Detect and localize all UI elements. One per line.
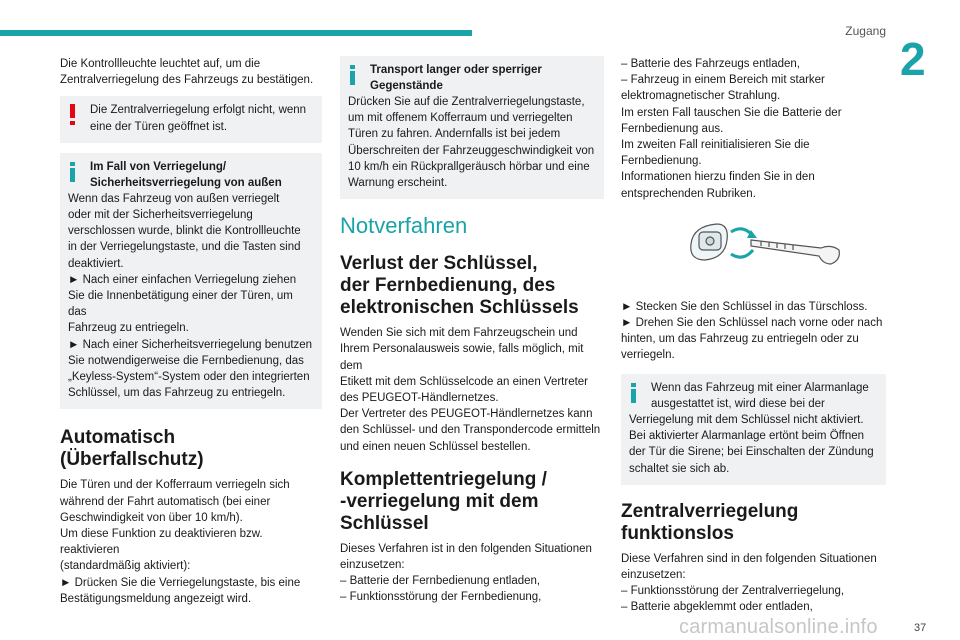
info-box [340,56,604,199]
paragraph: ► Stecken Sie den Schlüssel in das Türschloss. ► Drehen Sie den Schlüssel nach vorne oder nach hinten, um das Fahrzeug zu entriegeln oder zu verriegeln. [621,300,883,362]
heading-notverfahren: Notverfahren [340,213,468,239]
heading-komplett: Komplettentriegelung / -verriegelung mit dem Schlüssel [340,468,547,534]
section-label: Zugang [845,24,886,38]
paragraph: Die Türen und der Kofferraum verriegeln sich während der Fahrt automatisch (bei einer Geschwindigkeit von über 10 km/h). Um diese Funktion zu deaktivieren bzw. reaktivieren (standardmäßig aktiviert): ► Drücken Sie die Verriegelungstaste, bis eine Bestätigungsmeldung angezeigt wird. [60,479,301,605]
paragraph: Wenden Sie sich mit dem Fahrzeugschein und Ihrem Personalausweis sowie, falls möglich, mit dem Etikett mit dem Schlüsselcode an einen Vertreter des PEUGEOT-Händlernetzes. Der Vertreter des PEUGEOT-Händlernetzes kann den Schlüssel- und den Transpondercode ermitteln und einen neuen Schlüssel bestellen. [340,327,601,453]
info-icon [629,383,638,403]
info-text: Wenn das Fahrzeug von außen verriegelt oder mit der Sicherheitsverriegelung verschlossen wurde, blinkt die Kontrollleuchte in der Verriegelungstaste, und die Tasten sind deaktiviert. ► Nach einer einfachen Verriegelung ziehen Sie die Innenbetätigung einer der Türen, um das Fahrzeug zu entriegeln. ► Nach einer Sicherheitsverriegelung benutzen Sie notwendigerweise die Fernbedienung, das „Keyless-System“-System oder den integrierten Schlüssel, um das Fahrzeug zu entriegeln. [68,192,313,400]
chapter-number: 2 [900,33,926,85]
info-text: Drücken Sie auf die Zentralverriegelungstaste, um mit offenem Kofferraum und verriegelten Türen zu fahren. Andernfalls ist bei jedem Überschreiten der Fahrzeuggeschwindigkeit von 10 km/h ein Rückprallgeräusch hörbar und eine Warnung erscheint. [348,96,595,190]
paragraph: Die Kontrollleuchte leuchtet auf, um die Zentralverriegelung des Fahrzeugs zu bestätigen. [60,58,314,87]
paragraph: Dieses Verfahren ist in den folgenden Situationen einzusetzen: – Batterie der Fernbedienung entladen, – Funktionsstörung der Fernbedienung, [340,542,592,604]
heading-automatisch: Automatisch (Überfallschutz) [60,427,204,471]
column-1 [60,56,322,607]
warning-text: Die Zentralverriegelung erfolgt nicht, wenn eine der Türen geöffnet ist. [90,104,307,133]
info-title: Transport langer oder sperriger Gegenstände [370,64,542,92]
info-box [621,374,886,485]
watermark: carmanualsonline.info [679,616,878,638]
column-3 [621,56,886,616]
info-lead: Wenn das Fahrzeug mit einer Alarmanlage ausgestattet ist, wird diese bei der [651,381,869,410]
heading-verlust: Verlust der Schlüssel, der Fernbedienung, des elektronischen Schlüssels [340,253,579,319]
paragraph: Diese Verfahren sind in den folgenden Situationen einzusetzen: – Funktionsstörung der Zentralverriegelung, – Batterie abgeklemmt oder entladen, [621,552,877,614]
info-icon [68,162,77,182]
header-accent-bar [0,30,472,36]
info-icon [348,65,357,85]
info-title: Im Fall von Verriegelung/ Sicherheitsverriegelung von außen [90,160,282,189]
key-in-door-lock-illustration [681,214,851,284]
warning-box [60,96,322,142]
warning-icon [68,104,77,126]
column-2 [340,56,604,606]
page-number: 37 [914,622,927,634]
info-box [60,153,322,410]
heading-zentral: Zentralverriegelung funktionslos [621,500,799,544]
info-text: Verriegelung mit dem Schlüssel nicht aktiviert. Bei aktivierter Alarmanlage ertönt beim Öffnen der Tür die Sirene; bei Einschalten der Zündung schaltet sie sich ab. [629,414,874,475]
paragraph: – Batterie des Fahrzeugs entladen, – Fahrzeug in einem Bereich mit starker elektromagnetischer Strahlung. Im ersten Fall tauschen Sie die Batterie der Fernbedienung aus. Im zweiten Fall reinitialisieren Sie die Fernbedienung. Informationen hierzu finden Sie in den entsprechenden Rubriken. [621,58,842,200]
